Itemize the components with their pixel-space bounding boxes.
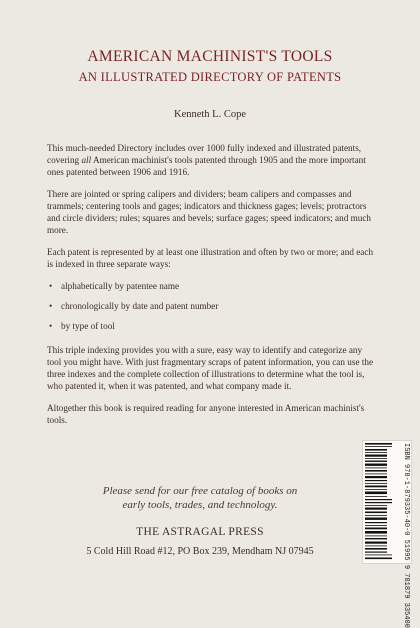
- catalog-offer: [0, 484, 400, 512]
- index-list: [47, 280, 375, 332]
- paragraph-triple-indexing: This triple indexing provides you with a sure, easy way to identify and categorize any tool you might have. With just fragmentary scraps of patent information, you can use the three indexes and the complete collection of illustrations to determine what the tool is, who patented it, when it was patented, and what company made it.: [47, 345, 374, 391]
- intro-text-b: American machinist's tools patented through 1905 and the more important ones patented between 1906 and 1916.: [47, 155, 366, 177]
- barcode-icon: [365, 443, 392, 561]
- isbn-number: [394, 443, 410, 628]
- publisher-address: 5 Cold Hill Road #12, PO Box 239, Mendham NJ 07945: [86, 546, 314, 557]
- barcode-digits: 9 781879 335400: [402, 564, 410, 628]
- list-item-text: chronologically by date and patent number: [61, 301, 219, 311]
- book-subtitle: AN ILLUSTRATED DIRECTORY OF PATENTS: [78, 70, 342, 84]
- isbn-label: ISBN 978-1-879335-40-0: [402, 443, 410, 536]
- publisher-name: THE ASTRAGAL PRESS: [136, 526, 264, 538]
- description-body: [47, 142, 375, 436]
- bullet-icon: •: [49, 281, 53, 291]
- paragraph-conclusion: Altogether this book is required reading for anyone interested in American machinist's tools.: [47, 403, 365, 425]
- intro-text-a: This much-needed Directory includes over 1000 fully indexed and illustrated patents, covering: [47, 143, 362, 165]
- paragraph-indexing: Each patent is represented by at least one illustration and often by two or more; and each is indexed in three separate ways:: [47, 247, 374, 269]
- bullet-icon: •: [49, 301, 53, 311]
- author-name: Kenneth L. Cope: [173, 109, 247, 120]
- list-item: [47, 300, 375, 312]
- paragraph-tool-types: There are jointed or spring calipers and dividers; beam calipers and compasses and trammels; centering tools and gages; indicators and thickness gages; levels; protractors and circle dividers; rules; squares and bevels; surface gages; speed indicators; and much more.: [47, 189, 372, 235]
- bullet-icon: •: [49, 321, 53, 331]
- list-item: [47, 280, 375, 292]
- book-title: AMERICAN MACHINIST'S TOOLS: [87, 48, 333, 65]
- list-item-text: alphabetically by patentee name: [61, 281, 180, 291]
- catalog-line-1: Please send for our free catalog of books on: [102, 485, 298, 497]
- catalog-line-2: early tools, trades, and technology.: [122, 499, 278, 511]
- list-item: [47, 320, 375, 332]
- isbn-barcode: [362, 440, 412, 628]
- price-code: 51995: [402, 539, 410, 561]
- paragraph-intro: [47, 142, 375, 178]
- intro-emphasis: all: [81, 155, 92, 165]
- list-item-text: by type of tool: [61, 321, 115, 331]
